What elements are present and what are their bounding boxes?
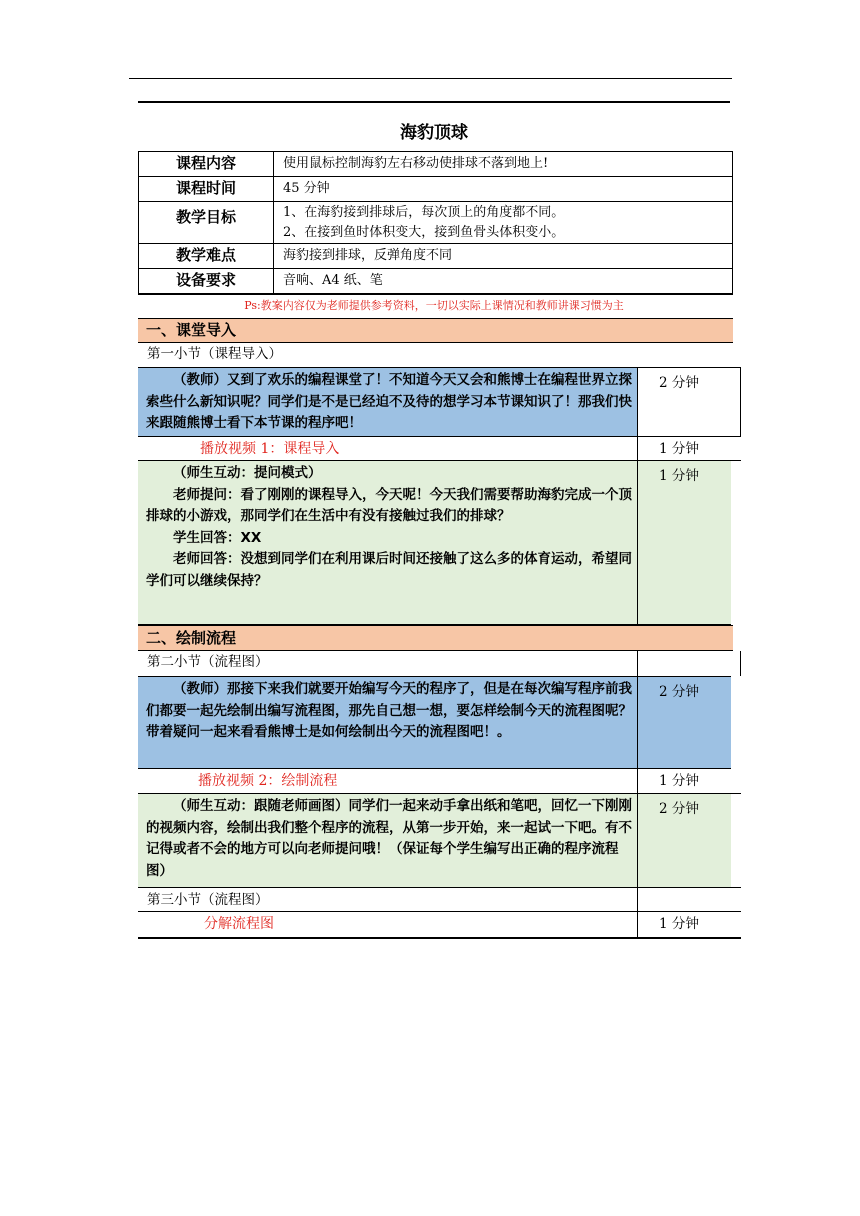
table-bottom-rule (138, 937, 741, 939)
decompose-time: 1 分钟 (637, 912, 741, 937)
section2-subtitle-time (637, 651, 741, 676)
section1-subtitle: 第一小节（课程导入） (147, 346, 282, 362)
section2-interact-time: 2 分钟 (637, 794, 731, 887)
goal-value (274, 202, 733, 244)
section1-video-time: 1 分钟 (637, 437, 741, 461)
section2-video-time: 1 分钟 (637, 769, 741, 794)
content-label: 课程内容 (139, 152, 274, 177)
section2-teacher-text: （教师）那接下来我们就要开始编写今天的程序了，但是在每次编写程序前我们都要一起先绘制出编写流程图，那先自己想一想，要怎样绘制今天的流程图呢？带着疑问一起来看看熊博士是如何绘制出今天的流程图吧！。 (138, 676, 638, 769)
goal-line-2: 2、在接到鱼时体积变大，接到鱼骨头体积变小。 (283, 225, 565, 240)
section1-heading: 一、课堂导入 (138, 318, 733, 343)
ps-note: Ps:教案内容仅为老师提供参考资料，一切以实际上课情况和教师讲课习惯为主 (244, 299, 624, 312)
section3-subtitle: 第三小节（流程图） (138, 887, 638, 912)
section1-teacher-text: （教师）又到了欢乐的编程课堂了！不知道今天又会和熊博士在编程世界立探索些什么新知识呢？同学们是不是已经迫不及待的想学习本节课知识了！那我们快来跟随熊博士看下本节课的程序吧！ (138, 367, 638, 437)
section2-interaction: （师生互动：跟随老师画图）同学们一起来动手拿出纸和笔吧，回忆一下刚刚的视频内容，绘制出我们整个程序的流程，从第一步开始，来一起试一下吧。有不记得或者不会的地方可以向老师提问哦！（保证每个学生编写出正确的程序流程图） (138, 794, 638, 887)
content-value: 使用鼠标控制海豹左右移动使排球不落到地上! (274, 152, 733, 177)
section2-teacher-time: 2 分钟 (637, 676, 731, 769)
section2-subtitle: 第二小节（流程图） (147, 654, 269, 670)
section1-interact-line4: 老师回答：没想到同学们在利用课后时间还接触了这么多的体育运动，希望同学们可以继续保持？ (146, 551, 632, 589)
page-header-rule (129, 78, 732, 79)
difficulty-value: 海豹接到排球，反弹角度不同 (274, 244, 733, 269)
time-label: 课程时间 (139, 177, 274, 202)
top-thick-rule (138, 101, 730, 103)
section1-interact-line1: （师生互动：提问模式） (173, 465, 322, 481)
section1-interact-line3: 学生回答：XX (173, 529, 262, 546)
section1-interact-line2: 老师提问：看了刚刚的课程导入，今天呢！今天我们需要帮助海豹完成一个顶排球的小游戏，那同学们在生活中有没有接触过我们的排球？ (146, 486, 632, 524)
difficulty-label: 教学难点 (139, 244, 274, 269)
section2-video-text: 播放视频 2：绘制流程 (138, 769, 638, 794)
lesson-title: 海豹顶球 (400, 123, 468, 143)
section1-teacher-time: 2 分钟 (637, 367, 741, 437)
equipment-label: 设备要求 (139, 269, 274, 294)
section2-heading: 二、绘制流程 (138, 625, 733, 651)
equipment-value: 音响、A4 纸、笔 (274, 269, 733, 294)
goal-line-1: 1、在海豹接到排球后，每次顶上的角度都不同。 (283, 205, 565, 220)
decompose-text: 分解流程图 (204, 916, 274, 932)
info-bottom-rule (138, 293, 733, 295)
time-value: 45 分钟 (274, 177, 733, 202)
section1-video-text: 播放视频 1：课程导入 (138, 437, 638, 461)
section1-interaction (138, 461, 638, 625)
section3-subtitle-time (637, 887, 741, 912)
goal-label: 教学目标 (139, 202, 274, 244)
course-info-table (138, 151, 733, 294)
section1-interact-time: 1 分钟 (637, 461, 731, 625)
